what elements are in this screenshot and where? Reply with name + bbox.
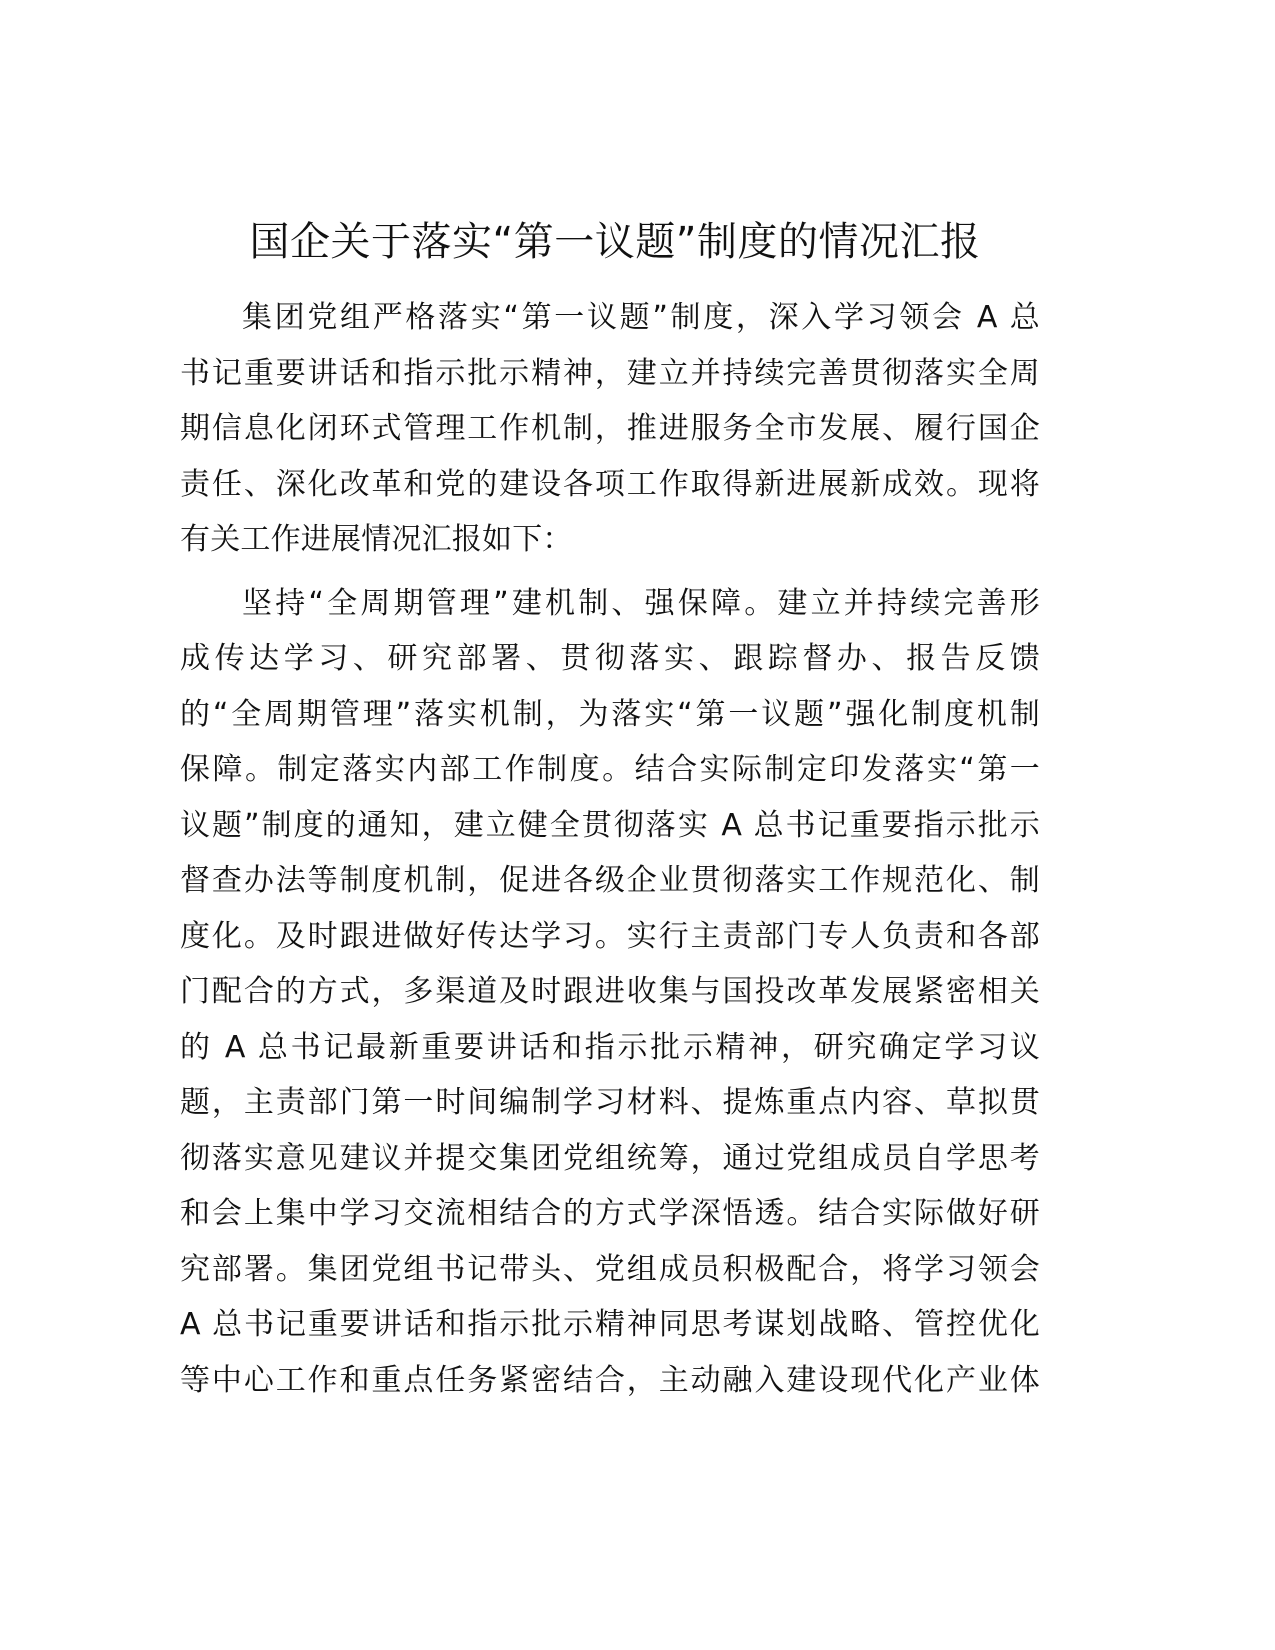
- text-line: 期信息化闭环式管理工作机制，推进服务全市发展、履行国企: [180, 411, 1040, 446]
- text-line: A 总书记重要讲话和指示批示精神同思考谋划战略、管控优化: [180, 1307, 1040, 1342]
- text-line: 坚持“全周期管理”建机制、强保障。建立并持续完善形: [242, 585, 1040, 621]
- text-line: 书记重要讲话和指示批示精神，建立并持续完善贯彻落实全周: [180, 355, 1040, 391]
- text-line: 成传达学习、研究部署、贯彻落实、跟踪督办、报告反馈: [180, 641, 1040, 676]
- text-line: 督查办法等制度机制，促进各级企业贯彻落实工作规范化、制: [180, 863, 1040, 898]
- text-line: 度化。及时跟进做好传达学习。实行主责部门专人负责和各部: [180, 918, 1040, 954]
- paragraph-2: [180, 576, 1040, 1409]
- text-line: 议题”制度的通知，建立健全贯彻落实 A 总书记重要指示批示: [180, 807, 1040, 843]
- text-line: 保障。制定落实内部工作制度。结合实际制定印发落实“第一: [180, 752, 1040, 787]
- text-line: 集团党组严格落实“第一议题”制度，深入学习领会 A 总: [242, 300, 1040, 335]
- text-line: 究部署。集团党组书记带头、党组成员积极配合，将学习领会: [180, 1251, 1040, 1287]
- text-line: 门配合的方式，多渠道及时跟进收集与国投改革发展紧密相关: [180, 974, 1040, 1009]
- document-title: 国企关于落实“第一议题”制度的情况汇报: [249, 219, 981, 265]
- text-line: 有关工作进展情况汇报如下：: [180, 522, 573, 557]
- text-line: 和会上集中学习交流相结合的方式学深悟透。结合实际做好研: [180, 1196, 1040, 1231]
- paragraph-1: [180, 290, 1040, 568]
- text-line: 等中心工作和重点任务紧密结合，主动融入建设现代化产业体: [180, 1362, 1040, 1398]
- text-line: 题，主责部门第一时间编制学习材料、提炼重点内容、草拟贯: [180, 1085, 1040, 1120]
- document-body: [180, 290, 1040, 1416]
- text-line: 彻落实意见建议并提交集团党组统筹，通过党组成员自学思考: [180, 1140, 1040, 1176]
- text-line: 责任、深化改革和党的建设各项工作取得新进展新成效。现将: [180, 466, 1040, 502]
- text-line: 的“全周期管理”落实机制，为落实“第一议题”强化制度机制: [180, 696, 1040, 732]
- text-line: 的 A 总书记最新重要讲话和指示批示精神，研究确定学习议: [180, 1029, 1040, 1065]
